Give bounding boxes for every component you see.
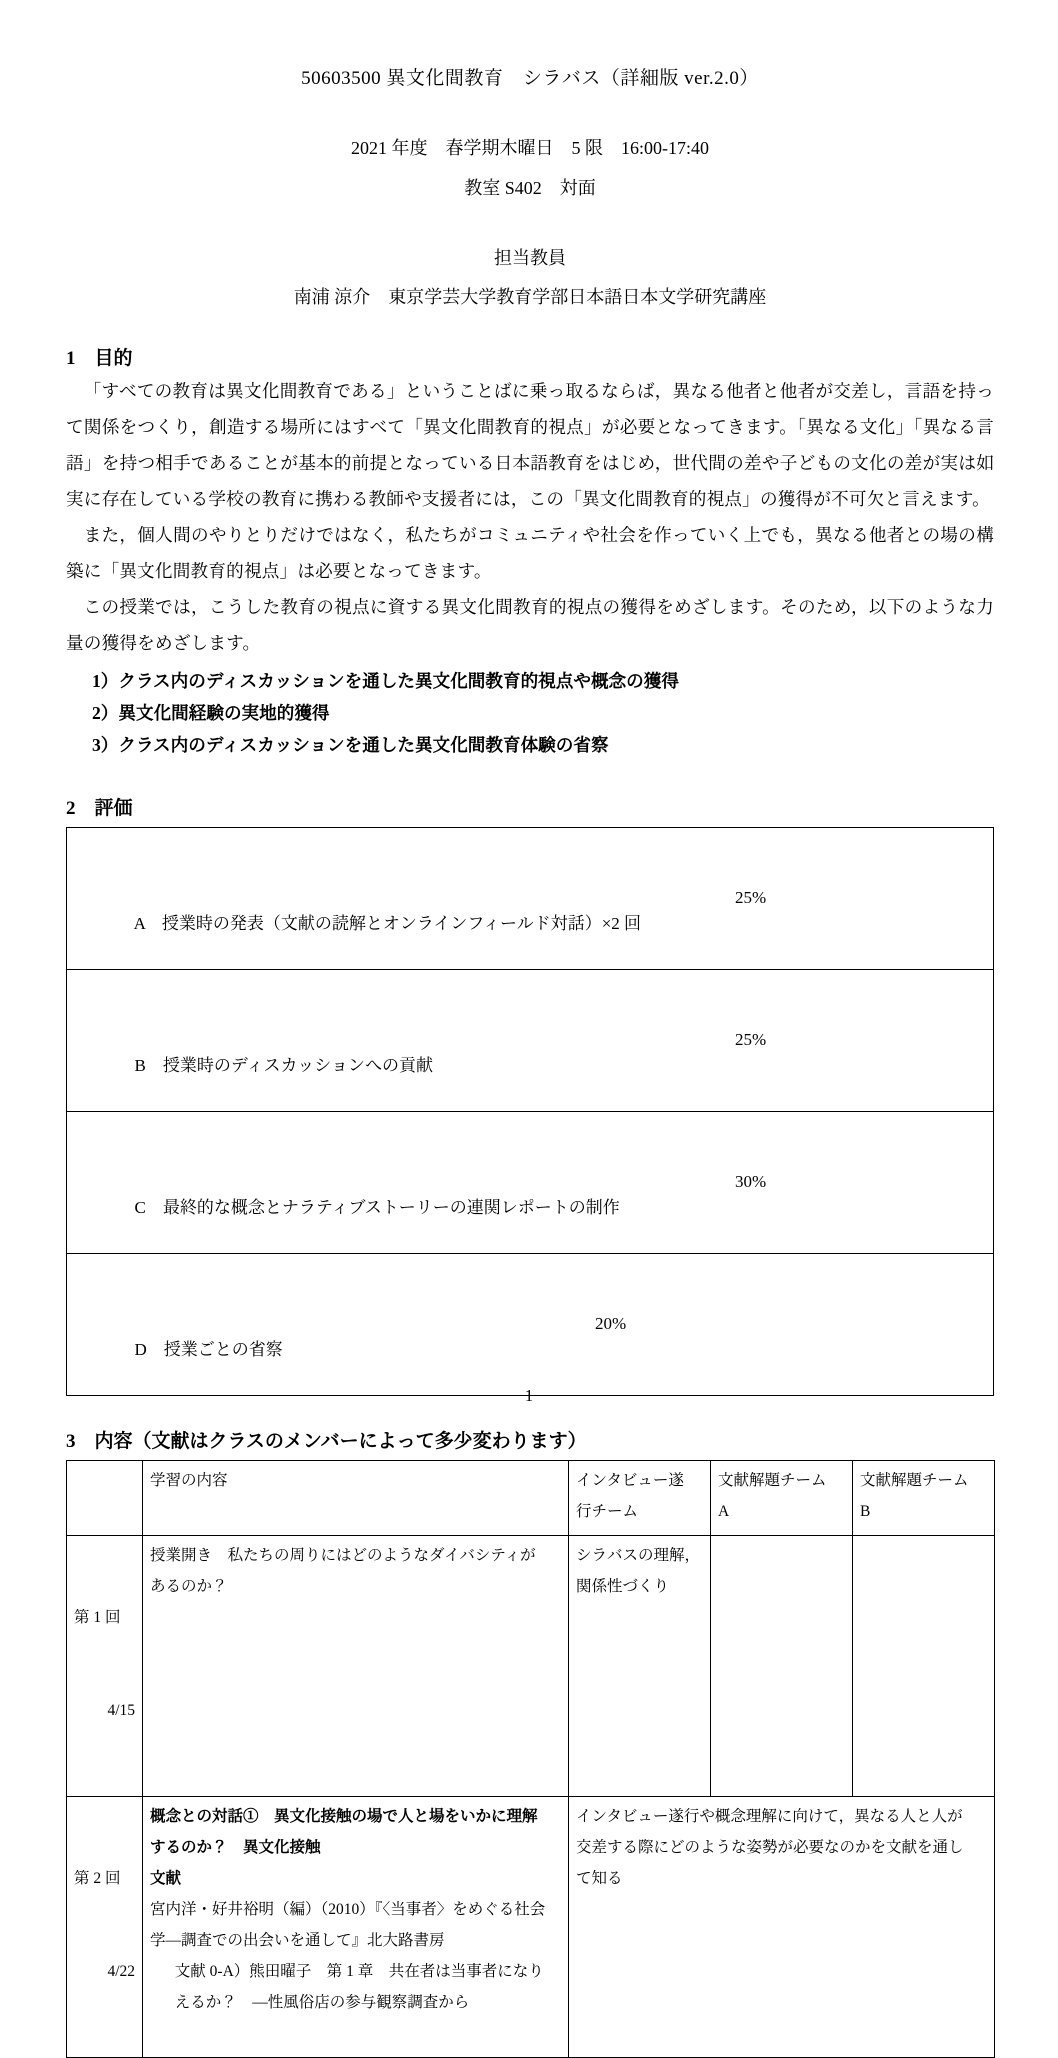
document-title: 50603500 異文化間教育 シラバス（詳細版 ver.2.0）: [301, 68, 759, 89]
evaluation-cell: [67, 828, 994, 970]
course-room-line: 教室 S402 対面: [464, 178, 596, 198]
evaluation-percent: 25%: [735, 1030, 767, 1049]
session-number: 第 2 回: [74, 1870, 121, 1887]
section-1-paragraph: 「すべての教育は異文化間教育である」ということばに乗っ取るならば，異なる他者と他者が交差し，言語を持って関係をつくり，創造する場所にはすべて「異文化間教育的視点」が必要となってきます。「異なる文化」「異なる言語」を持つ相手であることが基本的前提となっている日本語教育をはじめ，世代間の差や子どもの文化の差が実は如実に存在している学校の教育に携わる教師や支援者には，この「異文化間教育的視点」の獲得が不可欠と言えます。: [66, 381, 994, 509]
column-header-line: 行チーム: [576, 1503, 639, 1520]
section-1-heading: 1 目的: [66, 348, 133, 369]
team-line: 交差する際にどのような姿勢が必要なのかを文献を通し: [576, 1839, 964, 1856]
content-line: 宮内洋・好井裕明（編）（2010）『〈当事者〉をめぐる社会: [150, 1901, 546, 1918]
content-line: えるか？ ―性風俗店の参与観察調査から: [174, 1994, 470, 2011]
table-row: [67, 828, 994, 970]
schedule-table: [66, 1460, 995, 2058]
schedule-table-head: [67, 1461, 995, 1536]
goal-list-item: 3）クラス内のディスカッションを通した異文化間教育体験の省察: [92, 735, 609, 755]
table-row: [67, 1797, 995, 2058]
content-line: するのか？ 異文化接触: [150, 1839, 321, 1856]
column-header-line: B: [860, 1503, 871, 1520]
goal-list-item: 2）異文化間経験の実地的獲得: [92, 703, 330, 723]
content-line: 概念との対話① 異文化接触の場で人と場をいかに理解: [150, 1808, 538, 1825]
session-number-cell: [67, 1797, 143, 2058]
section-1-paragraph: この授業では，こうした教育の視点に資する異文化間教育的視点の獲得をめざします。そのため，以下のような力量の獲得をめざします。: [66, 597, 994, 653]
table-row: [67, 1112, 994, 1254]
column-header-bibliography-team-a: [711, 1461, 853, 1536]
page-number: 1: [524, 1386, 534, 1405]
session-date: 4/15: [107, 1702, 135, 1719]
section-1-paragraph: また，個人間のやりとりだけではなく，私たちがコミュニティや社会を作っていく上でも，異なる他者との場の構築に「異文化間教育的視点」は必要となってきます。: [66, 525, 994, 581]
column-header-content: [143, 1461, 569, 1536]
column-header-interview-team: [569, 1461, 711, 1536]
goal-list: [66, 665, 994, 761]
learning-content-cell: [143, 1536, 569, 1797]
evaluation-label: D 授業ごとの省察: [134, 1340, 283, 1359]
bibliography-team-a-cell: [711, 1536, 853, 1797]
teacher-label: 担当教員: [494, 248, 566, 268]
page-content: [66, 0, 994, 2058]
table-row: [67, 970, 994, 1112]
column-header-line: インタビュー遂: [576, 1472, 684, 1489]
team-line: て知る: [576, 1870, 623, 1887]
table-header-row: [67, 1461, 995, 1536]
section-3-heading: 3 内容（文献はクラスのメンバーによって多少変わります）: [66, 1431, 587, 1452]
team-line: インタビュー遂行や概念理解に向けて，異なる人と人が: [576, 1808, 963, 1825]
column-header-line: 文献解題チーム: [860, 1472, 969, 1489]
interview-team-cell: [569, 1797, 995, 2058]
content-line: 授業開き 私たちの周りにはどのようなダイバシティが: [150, 1547, 536, 1564]
evaluation-label: C 最終的な概念とナラティブストーリーの連関レポートの制作: [134, 1198, 620, 1217]
evaluation-percent: 30%: [735, 1172, 767, 1191]
evaluation-cell: [67, 1254, 994, 1396]
course-schedule-line: 2021 年度 春学期木曜日 5 限 16:00-17:40: [351, 138, 709, 158]
schedule-table-body: [67, 1536, 995, 2058]
learning-content-cell: [143, 1797, 569, 2058]
interview-team-cell: [569, 1536, 711, 1797]
column-header-content-label: 学習の内容: [150, 1472, 228, 1489]
team-line: シラバスの理解，関係性づくり: [576, 1547, 701, 1595]
column-header-bibliography-team-b: [853, 1461, 995, 1536]
evaluation-label: B 授業時のディスカッションへの貢献: [134, 1056, 433, 1075]
evaluation-cell: [67, 1112, 994, 1254]
evaluation-percent: 20%: [595, 1314, 627, 1333]
content-line: 文献 0-A）熊田曜子 第 1 章 共在者は当事者になり: [174, 1963, 544, 1980]
column-header-line: 文献解題チーム: [718, 1472, 827, 1489]
teacher-name: 南浦 涼介 東京学芸大学教育学部日本語日本文学研究講座: [293, 287, 767, 307]
evaluation-cell: [67, 970, 994, 1112]
session-number: 第 1 回: [74, 1609, 121, 1626]
evaluation-table: [66, 827, 994, 1396]
column-header-line: A: [718, 1503, 730, 1520]
table-row: [67, 1254, 994, 1396]
section-2-heading: 2 評価: [66, 798, 133, 819]
evaluation-table-body: [67, 828, 994, 1396]
session-number-cell: [67, 1536, 143, 1797]
content-line: 文献: [150, 1870, 182, 1887]
evaluation-percent: 25%: [735, 888, 767, 907]
column-header-session: [67, 1461, 143, 1536]
goal-list-item: 1）クラス内のディスカッションを通した異文化間教育的視点や概念の獲得: [92, 671, 679, 691]
session-date: 4/22: [107, 1963, 135, 1980]
table-row: [67, 1536, 995, 1797]
content-line: 学―調査での出会いを通して』北大路書房: [150, 1932, 445, 1949]
bibliography-team-b-cell: [853, 1536, 995, 1797]
evaluation-label: A 授業時の発表（文献の読解とオンラインフィールド対話）×2 回: [133, 914, 642, 933]
content-line: あるのか？: [150, 1578, 228, 1595]
